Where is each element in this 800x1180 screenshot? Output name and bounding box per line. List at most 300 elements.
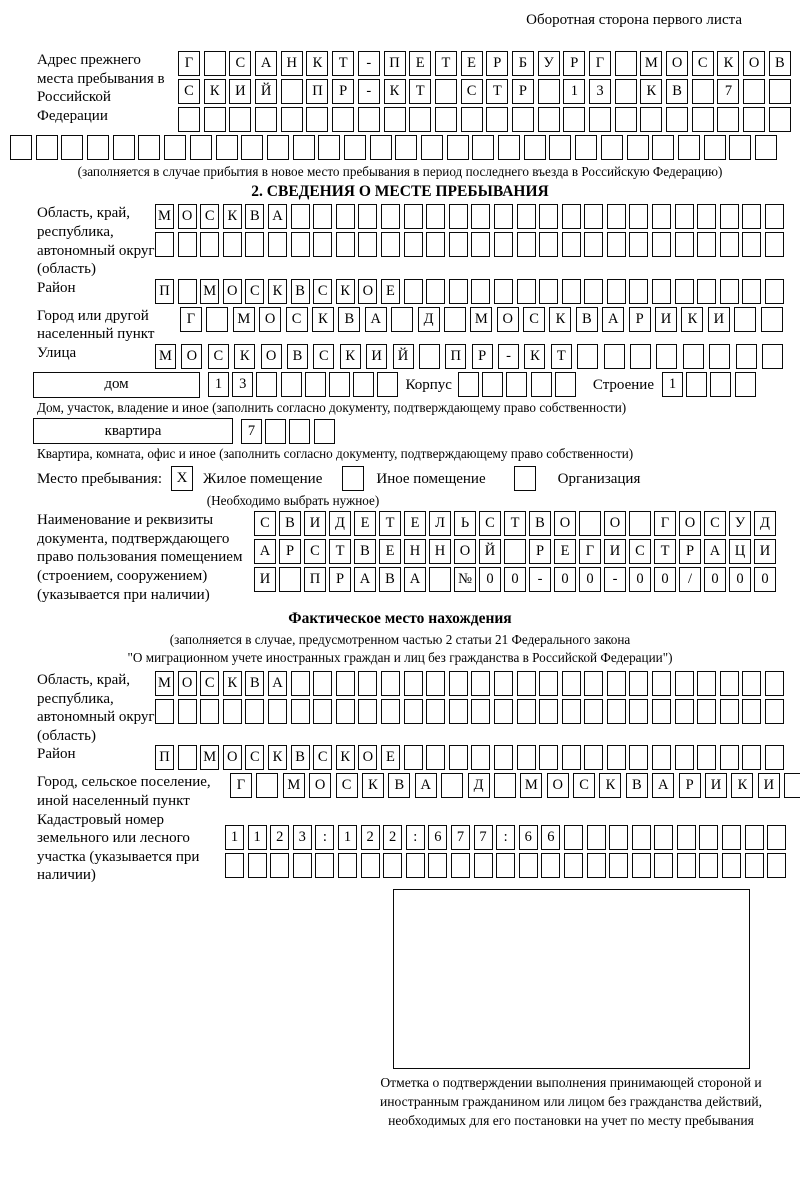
- char-box[interactable]: С: [304, 539, 326, 564]
- char-box[interactable]: К: [717, 51, 739, 76]
- char-box[interactable]: О: [454, 539, 476, 564]
- char-box[interactable]: 0: [729, 567, 751, 592]
- char-box[interactable]: [699, 825, 718, 850]
- char-box[interactable]: [216, 135, 238, 160]
- char-box[interactable]: С: [245, 279, 264, 304]
- checkbox-residential[interactable]: X: [171, 466, 193, 491]
- char-box[interactable]: В: [287, 344, 308, 369]
- char-box[interactable]: В: [245, 204, 264, 229]
- char-box[interactable]: [607, 204, 626, 229]
- char-box[interactable]: [531, 372, 552, 397]
- char-box[interactable]: 1: [338, 825, 357, 850]
- char-box[interactable]: [630, 344, 651, 369]
- char-box[interactable]: К: [340, 344, 361, 369]
- char-box[interactable]: К: [336, 745, 355, 770]
- char-box[interactable]: [601, 135, 623, 160]
- char-box[interactable]: [615, 107, 637, 132]
- char-box[interactable]: Ь: [454, 511, 476, 536]
- char-box[interactable]: [406, 853, 425, 878]
- char-box[interactable]: С: [200, 204, 219, 229]
- char-box[interactable]: [729, 135, 751, 160]
- char-box[interactable]: Д: [329, 511, 351, 536]
- char-box[interactable]: [200, 699, 219, 724]
- char-box[interactable]: С: [573, 773, 595, 798]
- char-box[interactable]: А: [404, 567, 426, 592]
- char-box[interactable]: 3: [589, 79, 611, 104]
- char-box[interactable]: [742, 745, 761, 770]
- char-box[interactable]: [640, 107, 662, 132]
- char-box[interactable]: [765, 671, 784, 696]
- char-box[interactable]: 0: [579, 567, 601, 592]
- char-box[interactable]: [539, 671, 558, 696]
- char-box[interactable]: [190, 135, 212, 160]
- char-box[interactable]: Д: [418, 307, 440, 332]
- char-box[interactable]: О: [358, 279, 377, 304]
- char-box[interactable]: К: [336, 279, 355, 304]
- char-box[interactable]: С: [704, 511, 726, 536]
- char-box[interactable]: [435, 107, 457, 132]
- char-box[interactable]: [615, 51, 637, 76]
- char-box[interactable]: С: [254, 511, 276, 536]
- char-box[interactable]: [164, 135, 186, 160]
- char-box[interactable]: Р: [486, 51, 508, 76]
- char-box[interactable]: Т: [435, 51, 457, 76]
- char-box[interactable]: [441, 773, 463, 798]
- char-box[interactable]: [419, 344, 440, 369]
- char-box[interactable]: [579, 511, 601, 536]
- char-box[interactable]: [155, 699, 174, 724]
- char-box[interactable]: [652, 232, 671, 257]
- char-box[interactable]: У: [729, 511, 751, 536]
- char-box[interactable]: [562, 745, 581, 770]
- char-box[interactable]: [675, 745, 694, 770]
- char-box[interactable]: [607, 671, 626, 696]
- char-box[interactable]: [652, 699, 671, 724]
- char-box[interactable]: [765, 204, 784, 229]
- char-box[interactable]: [87, 135, 109, 160]
- char-box[interactable]: К: [204, 79, 226, 104]
- char-box[interactable]: [722, 853, 741, 878]
- char-box[interactable]: [615, 79, 637, 104]
- char-box[interactable]: И: [229, 79, 251, 104]
- char-box[interactable]: Р: [563, 51, 585, 76]
- char-box[interactable]: С: [245, 745, 264, 770]
- char-box[interactable]: Н: [404, 539, 426, 564]
- char-box[interactable]: В: [666, 79, 688, 104]
- char-box[interactable]: [113, 135, 135, 160]
- char-box[interactable]: [512, 107, 534, 132]
- char-box[interactable]: П: [384, 51, 406, 76]
- char-box[interactable]: [629, 279, 648, 304]
- char-box[interactable]: :: [496, 825, 515, 850]
- char-box[interactable]: В: [279, 511, 301, 536]
- char-box[interactable]: [494, 699, 513, 724]
- char-box[interactable]: [482, 372, 503, 397]
- char-box[interactable]: 0: [654, 567, 676, 592]
- char-box[interactable]: К: [234, 344, 255, 369]
- char-box[interactable]: М: [640, 51, 662, 76]
- char-box[interactable]: [204, 107, 226, 132]
- char-box[interactable]: [652, 135, 674, 160]
- char-box[interactable]: Е: [354, 511, 376, 536]
- char-box[interactable]: [449, 232, 468, 257]
- char-box[interactable]: М: [155, 204, 174, 229]
- char-box[interactable]: [358, 107, 380, 132]
- char-box[interactable]: [686, 372, 707, 397]
- char-box[interactable]: С: [479, 511, 501, 536]
- char-box[interactable]: [745, 853, 764, 878]
- char-box[interactable]: С: [629, 539, 651, 564]
- char-box[interactable]: [720, 204, 739, 229]
- char-box[interactable]: [683, 344, 704, 369]
- char-box[interactable]: М: [155, 671, 174, 696]
- char-box[interactable]: [697, 204, 716, 229]
- char-box[interactable]: 6: [541, 825, 560, 850]
- char-box[interactable]: П: [306, 79, 328, 104]
- char-box[interactable]: [539, 232, 558, 257]
- char-box[interactable]: [178, 279, 197, 304]
- char-box[interactable]: [549, 135, 571, 160]
- char-box[interactable]: 1: [248, 825, 267, 850]
- char-box[interactable]: О: [309, 773, 331, 798]
- char-box[interactable]: [395, 135, 417, 160]
- char-box[interactable]: В: [291, 279, 310, 304]
- char-box[interactable]: [720, 699, 739, 724]
- char-box[interactable]: И: [604, 539, 626, 564]
- char-box[interactable]: Р: [472, 344, 493, 369]
- char-box[interactable]: [517, 745, 536, 770]
- char-box[interactable]: [336, 232, 355, 257]
- char-box[interactable]: М: [200, 745, 219, 770]
- char-box[interactable]: [421, 135, 443, 160]
- char-box[interactable]: С: [336, 773, 358, 798]
- char-box[interactable]: [629, 232, 648, 257]
- char-box[interactable]: [587, 853, 606, 878]
- char-box[interactable]: С: [178, 79, 200, 104]
- char-box[interactable]: А: [415, 773, 437, 798]
- char-box[interactable]: [494, 671, 513, 696]
- char-box[interactable]: [449, 279, 468, 304]
- char-box[interactable]: [451, 853, 470, 878]
- char-box[interactable]: [381, 699, 400, 724]
- char-box[interactable]: [223, 699, 242, 724]
- char-box[interactable]: К: [268, 745, 287, 770]
- char-box[interactable]: Т: [486, 79, 508, 104]
- char-box[interactable]: У: [538, 51, 560, 76]
- char-box[interactable]: 1: [208, 372, 229, 397]
- char-box[interactable]: К: [640, 79, 662, 104]
- char-box[interactable]: [313, 671, 332, 696]
- char-box[interactable]: :: [406, 825, 425, 850]
- char-box[interactable]: 2: [361, 825, 380, 850]
- char-box[interactable]: К: [731, 773, 753, 798]
- char-box[interactable]: [678, 135, 700, 160]
- char-box[interactable]: [293, 135, 315, 160]
- char-box[interactable]: [358, 232, 377, 257]
- char-box[interactable]: [279, 567, 301, 592]
- char-box[interactable]: Т: [551, 344, 572, 369]
- char-box[interactable]: Е: [381, 279, 400, 304]
- char-box[interactable]: Е: [381, 745, 400, 770]
- char-box[interactable]: [589, 107, 611, 132]
- char-box[interactable]: [268, 699, 287, 724]
- char-box[interactable]: [564, 825, 583, 850]
- char-box[interactable]: [449, 671, 468, 696]
- char-box[interactable]: [584, 745, 603, 770]
- char-box[interactable]: К: [362, 773, 384, 798]
- char-box[interactable]: [767, 825, 786, 850]
- char-box[interactable]: [607, 745, 626, 770]
- char-box[interactable]: К: [384, 79, 406, 104]
- char-box[interactable]: К: [599, 773, 621, 798]
- char-box[interactable]: Е: [379, 539, 401, 564]
- char-box[interactable]: [629, 204, 648, 229]
- char-box[interactable]: Т: [332, 51, 354, 76]
- char-box[interactable]: [575, 135, 597, 160]
- char-box[interactable]: [720, 279, 739, 304]
- char-box[interactable]: О: [178, 671, 197, 696]
- char-box[interactable]: А: [602, 307, 624, 332]
- char-box[interactable]: [474, 853, 493, 878]
- char-box[interactable]: [155, 232, 174, 257]
- char-box[interactable]: Р: [679, 539, 701, 564]
- char-box[interactable]: С: [229, 51, 251, 76]
- char-box[interactable]: [675, 279, 694, 304]
- char-box[interactable]: К: [681, 307, 703, 332]
- char-box[interactable]: [61, 135, 83, 160]
- char-box[interactable]: С: [523, 307, 545, 332]
- char-box[interactable]: А: [704, 539, 726, 564]
- char-box[interactable]: Р: [332, 79, 354, 104]
- char-box[interactable]: В: [354, 539, 376, 564]
- char-box[interactable]: [291, 671, 310, 696]
- char-box[interactable]: [338, 853, 357, 878]
- char-box[interactable]: [697, 699, 716, 724]
- char-box[interactable]: [577, 344, 598, 369]
- char-box[interactable]: [517, 671, 536, 696]
- char-box[interactable]: [555, 372, 576, 397]
- char-box[interactable]: М: [233, 307, 255, 332]
- char-box[interactable]: К: [524, 344, 545, 369]
- char-box[interactable]: -: [498, 344, 519, 369]
- char-box[interactable]: [629, 671, 648, 696]
- char-box[interactable]: [472, 135, 494, 160]
- char-box[interactable]: [449, 699, 468, 724]
- char-box[interactable]: Т: [654, 539, 676, 564]
- char-box[interactable]: [426, 232, 445, 257]
- char-box[interactable]: Ц: [729, 539, 751, 564]
- char-box[interactable]: Р: [279, 539, 301, 564]
- char-box[interactable]: И: [708, 307, 730, 332]
- char-box[interactable]: [404, 232, 423, 257]
- char-box[interactable]: 0: [554, 567, 576, 592]
- char-box[interactable]: В: [576, 307, 598, 332]
- char-box[interactable]: [178, 699, 197, 724]
- char-box[interactable]: [697, 232, 716, 257]
- char-box[interactable]: [449, 745, 468, 770]
- char-box[interactable]: К: [549, 307, 571, 332]
- char-box[interactable]: Д: [754, 511, 776, 536]
- char-box[interactable]: [504, 539, 526, 564]
- char-box[interactable]: Г: [230, 773, 252, 798]
- char-box[interactable]: Г: [178, 51, 200, 76]
- char-box[interactable]: [784, 773, 800, 798]
- char-box[interactable]: [697, 279, 716, 304]
- char-box[interactable]: [381, 671, 400, 696]
- char-box[interactable]: [314, 419, 335, 444]
- char-box[interactable]: [358, 699, 377, 724]
- char-box[interactable]: Т: [379, 511, 401, 536]
- char-box[interactable]: К: [223, 204, 242, 229]
- char-box[interactable]: С: [208, 344, 229, 369]
- char-box[interactable]: [281, 79, 303, 104]
- char-box[interactable]: [539, 745, 558, 770]
- char-box[interactable]: [494, 204, 513, 229]
- char-box[interactable]: [720, 671, 739, 696]
- char-box[interactable]: О: [261, 344, 282, 369]
- char-box[interactable]: [717, 107, 739, 132]
- char-box[interactable]: Б: [512, 51, 534, 76]
- char-box[interactable]: [494, 745, 513, 770]
- char-box[interactable]: [539, 699, 558, 724]
- char-box[interactable]: [584, 279, 603, 304]
- char-box[interactable]: И: [758, 773, 780, 798]
- char-box[interactable]: [409, 107, 431, 132]
- char-box[interactable]: С: [313, 279, 332, 304]
- char-box[interactable]: [765, 699, 784, 724]
- char-box[interactable]: [461, 107, 483, 132]
- char-box[interactable]: [506, 372, 527, 397]
- char-box[interactable]: :: [315, 825, 334, 850]
- char-box[interactable]: Г: [654, 511, 676, 536]
- char-box[interactable]: [245, 699, 264, 724]
- char-box[interactable]: [358, 671, 377, 696]
- char-box[interactable]: 0: [504, 567, 526, 592]
- char-box[interactable]: [206, 307, 228, 332]
- char-box[interactable]: [248, 853, 267, 878]
- char-box[interactable]: [426, 279, 445, 304]
- char-box[interactable]: О: [181, 344, 202, 369]
- char-box[interactable]: [336, 671, 355, 696]
- char-box[interactable]: [358, 204, 377, 229]
- char-box[interactable]: [178, 232, 197, 257]
- char-box[interactable]: [539, 279, 558, 304]
- char-box[interactable]: М: [155, 344, 176, 369]
- char-box[interactable]: О: [358, 745, 377, 770]
- char-box[interactable]: [742, 204, 761, 229]
- char-box[interactable]: [765, 279, 784, 304]
- char-box[interactable]: [494, 232, 513, 257]
- char-box[interactable]: [344, 135, 366, 160]
- char-box[interactable]: [332, 107, 354, 132]
- char-box[interactable]: [720, 745, 739, 770]
- char-box[interactable]: [629, 699, 648, 724]
- char-box[interactable]: [539, 204, 558, 229]
- char-box[interactable]: [675, 204, 694, 229]
- char-box[interactable]: [745, 825, 764, 850]
- char-box[interactable]: 7: [241, 419, 262, 444]
- char-box[interactable]: В: [769, 51, 791, 76]
- char-box[interactable]: [769, 107, 791, 132]
- char-box[interactable]: М: [200, 279, 219, 304]
- char-box[interactable]: [289, 419, 310, 444]
- char-box[interactable]: 1: [225, 825, 244, 850]
- char-box[interactable]: Й: [255, 79, 277, 104]
- char-box[interactable]: [604, 344, 625, 369]
- char-box[interactable]: [291, 699, 310, 724]
- char-box[interactable]: [426, 671, 445, 696]
- char-box[interactable]: [404, 279, 423, 304]
- char-box[interactable]: [541, 853, 560, 878]
- char-box[interactable]: Н: [281, 51, 303, 76]
- char-box[interactable]: [428, 853, 447, 878]
- char-box[interactable]: К: [223, 671, 242, 696]
- char-box[interactable]: В: [388, 773, 410, 798]
- char-box[interactable]: О: [223, 279, 242, 304]
- char-box[interactable]: К: [268, 279, 287, 304]
- char-box[interactable]: [563, 107, 585, 132]
- char-box[interactable]: К: [312, 307, 334, 332]
- char-box[interactable]: [255, 107, 277, 132]
- char-box[interactable]: [281, 107, 303, 132]
- char-box[interactable]: [241, 135, 263, 160]
- char-box[interactable]: [769, 79, 791, 104]
- char-box[interactable]: [607, 279, 626, 304]
- char-box[interactable]: [458, 372, 479, 397]
- char-box[interactable]: И: [254, 567, 276, 592]
- char-box[interactable]: [609, 825, 628, 850]
- char-box[interactable]: [584, 699, 603, 724]
- char-box[interactable]: [315, 853, 334, 878]
- char-box[interactable]: О: [743, 51, 765, 76]
- char-box[interactable]: [229, 107, 251, 132]
- char-box[interactable]: [607, 232, 626, 257]
- char-box[interactable]: [318, 135, 340, 160]
- char-box[interactable]: [447, 135, 469, 160]
- char-box[interactable]: [178, 745, 197, 770]
- char-box[interactable]: Г: [180, 307, 202, 332]
- char-box[interactable]: [720, 232, 739, 257]
- char-box[interactable]: [449, 204, 468, 229]
- char-box[interactable]: О: [497, 307, 519, 332]
- char-box[interactable]: [313, 204, 332, 229]
- char-box[interactable]: 0: [704, 567, 726, 592]
- char-box[interactable]: [704, 135, 726, 160]
- char-box[interactable]: С: [286, 307, 308, 332]
- char-box[interactable]: Р: [512, 79, 534, 104]
- char-box[interactable]: /: [679, 567, 701, 592]
- char-box[interactable]: [654, 853, 673, 878]
- char-box[interactable]: [178, 107, 200, 132]
- char-box[interactable]: [36, 135, 58, 160]
- char-box[interactable]: [627, 135, 649, 160]
- char-box[interactable]: [291, 204, 310, 229]
- char-box[interactable]: 2: [383, 825, 402, 850]
- char-box[interactable]: [584, 232, 603, 257]
- char-box[interactable]: С: [313, 745, 332, 770]
- char-box[interactable]: В: [529, 511, 551, 536]
- char-box[interactable]: [736, 344, 757, 369]
- char-box[interactable]: 3: [232, 372, 253, 397]
- char-box[interactable]: Е: [554, 539, 576, 564]
- char-box[interactable]: [675, 232, 694, 257]
- char-box[interactable]: [675, 671, 694, 696]
- char-box[interactable]: Т: [504, 511, 526, 536]
- char-box[interactable]: 0: [754, 567, 776, 592]
- char-box[interactable]: [652, 671, 671, 696]
- char-box[interactable]: 7: [451, 825, 470, 850]
- char-box[interactable]: [256, 773, 278, 798]
